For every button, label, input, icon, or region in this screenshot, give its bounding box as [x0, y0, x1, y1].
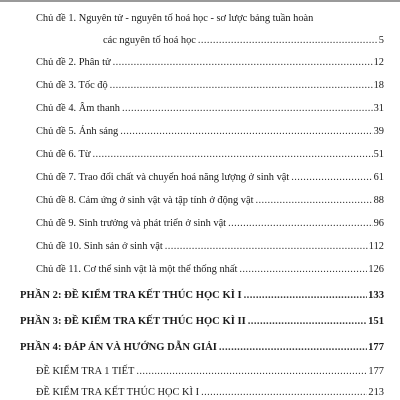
toc-page-number: 39 — [373, 126, 384, 137]
toc-page-number: 51 — [373, 149, 384, 160]
dot-leader — [201, 387, 367, 398]
toc-entry-part-3[interactable] — [0, 316, 400, 327]
dot-leader — [120, 126, 372, 137]
toc-page-number: 88 — [373, 195, 384, 206]
toc-entry-chapter-9[interactable] — [0, 218, 400, 229]
dot-leader — [244, 290, 367, 301]
dot-leader — [255, 195, 372, 206]
toc-entry-label: Chủ đề 11. Cơ thể sinh vật là một thể thống nhất — [36, 264, 238, 275]
toc-page-number: 177 — [368, 342, 384, 353]
toc-page-number: 213 — [368, 387, 384, 398]
toc-page-number: 31 — [373, 103, 384, 114]
dot-leader — [93, 149, 373, 160]
toc-entry-chapter-1[interactable] — [0, 35, 400, 46]
toc-entry-chapter-2[interactable] — [0, 57, 400, 68]
toc-entry-chapter-7[interactable] — [0, 172, 400, 183]
dot-leader — [136, 366, 367, 377]
toc-entry-chapter-4[interactable] — [0, 103, 400, 114]
toc-entry-chapter-8[interactable] — [0, 195, 400, 206]
toc-entry-chapter-5[interactable] — [0, 126, 400, 137]
toc-page-number: 18 — [373, 80, 384, 91]
toc-entry-label: Chủ đề 10. Sinh sản ở sinh vật — [36, 241, 163, 252]
toc-entry-label: Chủ đề 6. Từ — [36, 149, 91, 160]
toc-part-label: PHẦN 4: ĐÁP ÁN VÀ HƯỚNG DẪN GIẢI — [20, 342, 217, 353]
toc-entry-label: Chủ đề 9. Sinh trưởng và phát triển ở sinh vật — [36, 218, 227, 229]
toc-entry-chapter-1-title: Chủ đề 1. Nguyên tử - nguyên tố hoá học - sơ lược bảng tuần hoàn — [36, 13, 314, 24]
toc-entry-label: Chủ đề 4. Âm thanh — [36, 103, 120, 114]
toc-entry-label: Chủ đề 7. Trao đổi chất và chuyển hoá năng lượng ở sinh vật — [36, 172, 290, 183]
toc-entry-label: Chủ đề 2. Phân tử — [36, 57, 111, 68]
top-divider — [0, 0, 400, 2]
toc-page-number: 151 — [368, 316, 384, 327]
dot-leader — [228, 218, 373, 229]
toc-page-number: 61 — [373, 172, 384, 183]
toc-page-number: 126 — [368, 264, 384, 275]
toc-page-number: 12 — [373, 57, 384, 68]
dot-leader — [198, 35, 378, 46]
toc-page-number: 133 — [368, 290, 384, 301]
toc-page-number: 96 — [373, 218, 384, 229]
toc-page-number: 177 — [368, 366, 384, 377]
toc-entry-label: ĐỀ KIỂM TRA KẾT THÚC HỌC KÌ I — [36, 387, 200, 398]
toc-entry-label: Chủ đề 8. Cảm ứng ở sinh vật và tập tính ở động vật — [36, 195, 254, 206]
toc-page-number: 112 — [368, 241, 384, 252]
dot-leader — [122, 103, 373, 114]
toc-entry-chapter-11[interactable] — [0, 264, 400, 275]
toc-entry-label: các nguyên tố hoá học — [103, 35, 196, 46]
toc-entry-label: Chủ đề 3. Tốc độ — [36, 80, 108, 91]
dot-leader — [239, 264, 367, 275]
dot-leader — [291, 172, 372, 183]
toc-entry-chapter-10[interactable] — [0, 241, 400, 252]
toc-entry-label: Chủ đề 5. Ánh sáng — [36, 126, 119, 137]
toc-page-number: 5 — [378, 35, 384, 46]
toc-entry-part-4[interactable] — [0, 342, 400, 353]
dot-leader — [110, 80, 373, 91]
toc-part-label: PHẦN 2: ĐỀ KIỂM TRA KẾT THÚC HỌC KÌ I — [20, 290, 242, 301]
dot-leader — [219, 342, 367, 353]
toc-entry-test-1-period[interactable] — [0, 366, 400, 377]
toc-entry-chapter-6[interactable] — [0, 149, 400, 160]
toc-entry-final-test-term-1[interactable] — [0, 387, 400, 398]
toc-entry-chapter-3[interactable] — [0, 80, 400, 91]
toc-entry-part-2[interactable] — [0, 290, 400, 301]
toc-entry-label: ĐỀ KIỂM TRA 1 TIẾT — [36, 366, 135, 377]
dot-leader — [165, 241, 368, 252]
dot-leader — [113, 57, 373, 68]
toc-part-label: PHẦN 3: ĐỀ KIỂM TRA KẾT THÚC HỌC KÌ II — [20, 316, 246, 327]
dot-leader — [248, 316, 367, 327]
